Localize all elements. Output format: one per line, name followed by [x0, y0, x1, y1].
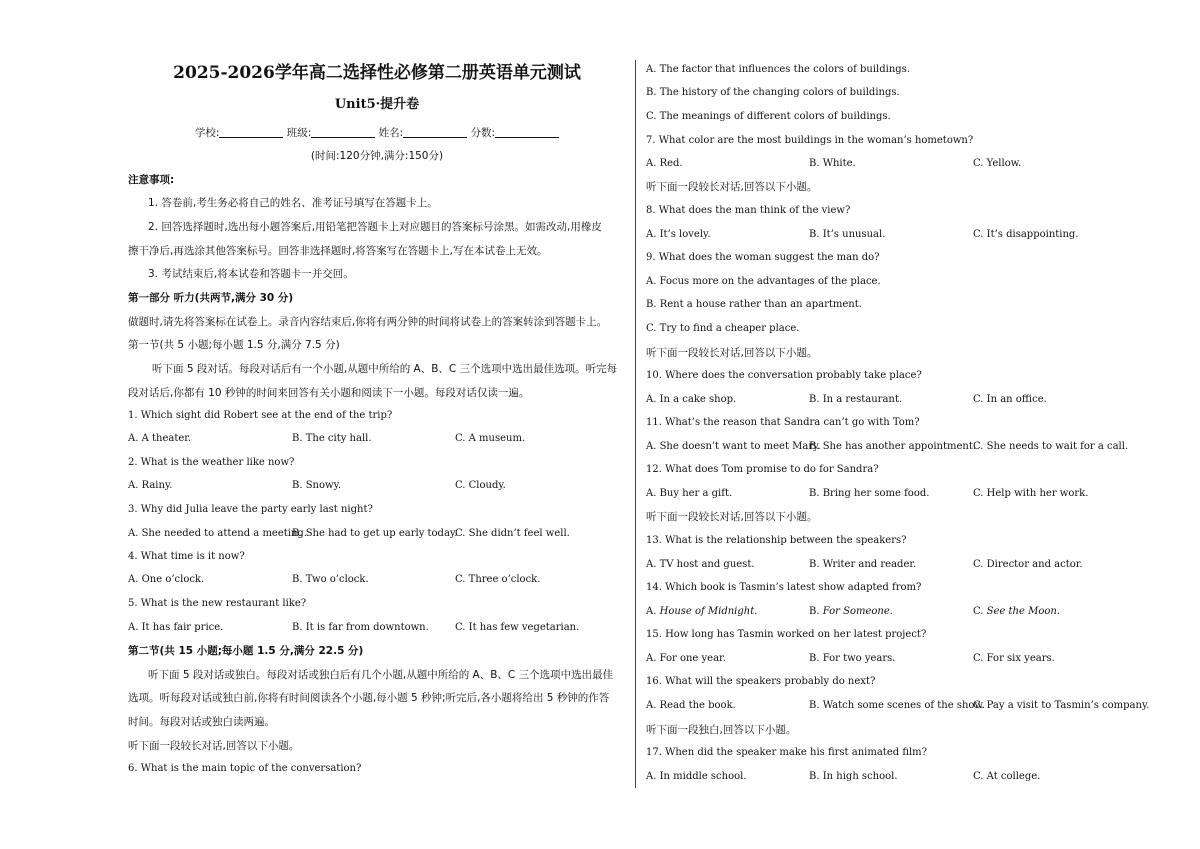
q14-option-a-title: House of Midnight [659, 606, 755, 617]
q11-option-b[interactable]: B. She has another appointment. [809, 441, 977, 452]
q5-option-a[interactable]: A. It has fair price. [128, 622, 224, 633]
time-info: (时间:120分钟,满分:150分) [310, 150, 444, 162]
q6-option-a[interactable]: A. The factor that influences the colors of buildings. [646, 64, 910, 75]
q4-option-a[interactable]: A. One o’clock. [128, 574, 205, 585]
note-1: 1. 答卷前,考生务必将自己的姓名、准考证号填写在答题卡上。 [148, 197, 438, 209]
section2-heading: 第二节(共 15 小题;每小题 1.5 分,满分 22.5 分) [128, 645, 364, 657]
exam-title: 2025-2026学年高二选择性必修第二册英语单元测试 [173, 63, 581, 83]
q14-option-a-letter: A. [646, 606, 660, 617]
q14-option-b-letter: B. [809, 606, 823, 617]
q15-option-b[interactable]: B. For two years. [809, 653, 896, 664]
q9-option-b[interactable]: B. Rent a house rather than an apartment. [646, 299, 862, 310]
school-label: 学校: [194, 127, 220, 139]
q1-option-b[interactable]: B. The city hall. [292, 433, 372, 444]
q13-option-c[interactable]: C. Director and actor. [973, 559, 1083, 570]
directive-long-3: 听下面一段较长对话,回答以下小题。 [646, 347, 818, 359]
section1-instr-line-1: 听下面 5 段对话。每段对话后有一个小题,从题中所给的 A、B、C 三个选项中选出最佳选项。听完每 [152, 363, 618, 375]
question-7: 7. What color are the most buildings in the woman’s hometown? [646, 135, 974, 146]
directive-monologue: 听下面一段独白,回答以下小题。 [646, 724, 797, 736]
q2-option-c[interactable]: C. Cloudy. [455, 480, 506, 491]
q17-option-a[interactable]: A. In middle school. [646, 771, 747, 782]
question-16: 16. What will the speakers probably do next? [646, 676, 876, 687]
q3-option-c[interactable]: C. She didn’t feel well. [455, 528, 570, 539]
class-label: 班级: [286, 127, 312, 139]
q17-option-b[interactable]: B. In high school. [809, 771, 898, 782]
q10-option-c[interactable]: C. In an office. [973, 394, 1047, 405]
directive-long-2: 听下面一段较长对话,回答以下小题。 [646, 181, 818, 193]
score-blank[interactable] [495, 126, 559, 138]
q5-option-b[interactable]: B. It is far from downtown. [292, 622, 429, 633]
question-11: 11. What’s the reason that Sandra can’t go with Tom? [646, 417, 920, 428]
question-14: 14. Which book is Tasmin’s latest show adapted from? [646, 582, 922, 593]
notes-heading: 注意事项: [128, 174, 175, 186]
q3-option-a[interactable]: A. She needed to attend a meeting. [128, 528, 307, 539]
directive-long-1: 听下面一段较长对话,回答以下小题。 [128, 740, 300, 752]
q1-option-c[interactable]: C. A museum. [455, 433, 526, 444]
score-label: 分数: [470, 127, 496, 139]
q9-option-a[interactable]: A. Focus more on the advantages of the place. [646, 276, 881, 287]
exam-subtitle: Unit5·提升卷 [334, 97, 420, 112]
question-6: 6. What is the main topic of the conversation? [128, 763, 362, 774]
q13-option-a[interactable]: A. TV host and guest. [646, 559, 755, 570]
q5-option-c[interactable]: C. It has few vegetarian. [455, 622, 580, 633]
q8-option-c[interactable]: C. It’s disappointing. [973, 229, 1079, 240]
q14-option-c-letter: C. [973, 606, 987, 617]
q14-option-a[interactable] [646, 606, 757, 618]
q9-option-c[interactable]: C. Try to find a cheaper place. [646, 323, 800, 334]
q12-option-c[interactable]: C. Help with her work. [973, 488, 1089, 499]
q8-option-a[interactable]: A. It’s lovely. [646, 229, 711, 240]
q1-option-a[interactable]: A. A theater. [128, 433, 192, 444]
class-blank[interactable] [311, 126, 375, 138]
q2-option-a[interactable]: A. Rainy. [128, 480, 173, 491]
question-1: 1. Which sight did Robert see at the end of the trip? [128, 410, 393, 421]
q6-option-b[interactable]: B. The history of the changing colors of buildings. [646, 87, 900, 98]
question-3: 3. Why did Julia leave the party early last night? [128, 504, 373, 515]
question-8: 8. What does the man think of the view? [646, 205, 851, 216]
q15-option-a[interactable]: A. For one year. [646, 653, 726, 664]
q14-option-c[interactable] [973, 606, 1060, 618]
section2-instr-line-3: 时间。每段对话或独白读两遍。 [128, 716, 275, 728]
student-info-fields [128, 126, 626, 139]
question-12: 12. What does Tom promise to do for Sandra? [646, 464, 879, 475]
q13-option-b[interactable]: B. Writer and reader. [809, 559, 917, 570]
q16-option-a[interactable]: A. Read the book. [646, 700, 736, 711]
q4-option-b[interactable]: B. Two o’clock. [292, 574, 369, 585]
question-5: 5. What is the new restaurant like? [128, 598, 307, 609]
q6-option-c[interactable]: C. The meanings of different colors of buildings. [646, 111, 891, 122]
name-label: 姓名: [378, 127, 404, 139]
section1-heading: 第一节(共 5 小题;每小题 1.5 分,满分 7.5 分) [128, 339, 340, 351]
q11-option-c[interactable]: C. She needs to wait for a call. [973, 441, 1129, 452]
q7-option-c[interactable]: C. Yellow. [973, 158, 1022, 169]
q12-option-b[interactable]: B. Bring her some food. [809, 488, 930, 499]
q14-option-b[interactable] [809, 606, 893, 618]
q3-option-b[interactable]: B. She had to get up early today. [292, 528, 458, 539]
q12-option-a[interactable]: A. Buy her a gift. [646, 488, 733, 499]
q8-option-b[interactable]: B. It’s unusual. [809, 229, 886, 240]
q11-option-a[interactable]: A. She doesn’t want to meet Mary. [646, 441, 821, 452]
q16-option-c[interactable]: C. Pay a visit to Tasmin’s company. [973, 700, 1150, 711]
note-2-line-1: 2. 回答选择题时,选出每小题答案后,用铅笔把答题卡上对应题目的答案标号涂黑。如需改动,用橡皮 [148, 221, 602, 233]
q10-option-b[interactable]: B. In a restaurant. [809, 394, 903, 405]
q17-option-c[interactable]: C. At college. [973, 771, 1041, 782]
q15-option-c[interactable]: C. For six years. [973, 653, 1055, 664]
q7-option-a[interactable]: A. Red. [646, 158, 683, 169]
question-17: 17. When did the speaker make his first animated film? [646, 747, 928, 758]
section2-instr-line-1: 听下面 5 段对话或独白。每段对话或独白后有几个小题,从题中所给的 A、B、C 三个选项中选出最佳 [148, 669, 614, 681]
question-13: 13. What is the relationship between the speakers? [646, 535, 907, 546]
section1-instr-line-2: 段对话后,你都有 10 秒钟的时间来回答有关小题和阅读下一小题。每段对话仅读一遍。 [128, 387, 530, 399]
q14-option-c-period: . [1056, 606, 1060, 617]
q14-option-b-period: . [889, 606, 893, 617]
column-divider [635, 60, 636, 788]
school-blank[interactable] [219, 126, 283, 138]
q16-option-b[interactable]: B. Watch some scenes of the show. [809, 700, 985, 711]
section2-instr-line-2: 选项。听每段对话或独白前,你将有时间阅读各个小题,每小题 5 秒钟;听完后,各小题将给出 5 秒钟的作答 [128, 692, 610, 704]
question-15: 15. How long has Tasmin worked on her latest project? [646, 629, 927, 640]
q10-option-a[interactable]: A. In a cake shop. [646, 394, 737, 405]
q2-option-b[interactable]: B. Snowy. [292, 480, 342, 491]
note-2-line-2: 擦干净后,再选涂其他答案标号。回答非选择题时,将答案写在答题卡上,写在本试卷上无效。 [128, 245, 548, 257]
q4-option-c[interactable]: C. Three o’clock. [455, 574, 541, 585]
q7-option-b[interactable]: B. White. [809, 158, 856, 169]
question-10: 10. Where does the conversation probably take place? [646, 370, 922, 381]
q14-option-c-title: See the Moon [986, 606, 1057, 617]
question-9: 9. What does the woman suggest the man do? [646, 252, 880, 263]
part1-instruction: 做题时,请先将答案标在试卷上。录音内容结束后,你将有两分钟的时间将试卷上的答案转涂到答题卡上。 [128, 316, 608, 328]
directive-long-4: 听下面一段较长对话,回答以下小题。 [646, 511, 818, 523]
q14-option-a-period: . [754, 606, 758, 617]
part1-heading: 第一部分 听力(共两节,满分 30 分) [128, 292, 294, 304]
note-3: 3. 考试结束后,将本试卷和答题卡一并交回。 [148, 268, 354, 280]
question-4: 4. What time is it now? [128, 551, 245, 562]
question-2: 2. What is the weather like now? [128, 457, 295, 468]
name-blank[interactable] [403, 126, 467, 138]
q14-option-b-title: For Someone [822, 606, 890, 617]
